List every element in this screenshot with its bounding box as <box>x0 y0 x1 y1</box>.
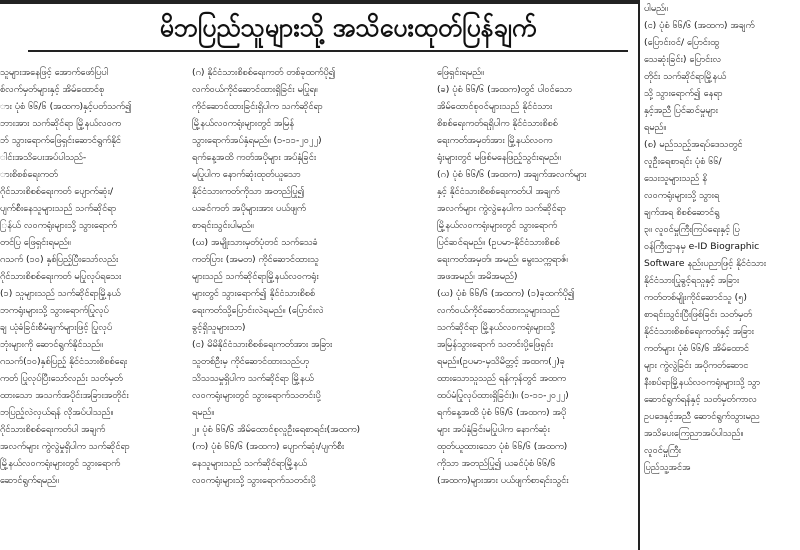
text-line: ရက်နေ့အထိ ကတ်အပိုများ အပ်နှံခြင်း <box>192 152 317 163</box>
text-line: ားစိစစ်ရေးကတ် <box>0 169 58 180</box>
text-line: သေးသူများသည် နိ <box>644 173 707 184</box>
text-line: ဥပဒေနှင့်အညီ ဆောင်ရွက်သွားမည <box>644 411 760 422</box>
text-line: ဘပြည့်လဲလှယ်ရန် လိုအပ်ပါသည်။ <box>0 407 114 418</box>
text-line: များ ကွဲလွဲခြင်း အပိုကတ်ဆောင <box>644 360 749 371</box>
text-line: ၂။ ပုံစံ ၆၆/၆ အိမ်ထောင်စုလူဦးရေစာရင်း(အထက) <box>192 424 361 435</box>
text-line: မြို့နယ်လဝကရုံးများတွင် အမြန် <box>192 118 295 129</box>
text-line: ါင်းအသိပေးအပ်ပါသည်- <box>0 152 87 163</box>
text-line: လူဝင်မှုကြီး <box>644 445 681 456</box>
text-line: သူတစ်ဦးမှ ကိုင်ဆောင်ထားသည်ဟု <box>192 356 309 367</box>
text-line: (ဃ) အမျိုးသားမှတ်ပုံတင် သက်သေခံ <box>192 237 318 248</box>
text-line: ပြည်သူ့အင်အ <box>644 462 691 473</box>
text-line: (စ) မည်သည့်အရပ်ဒေသတွင် <box>644 139 743 150</box>
text-line: တိုင်း သက်ဆိုင်ရာမြို့နယ် <box>644 71 727 82</box>
text-line: ချ ယုံခံခြင်းစီမံချက်များဖြင့် ပြုလုပ် <box>0 322 113 333</box>
text-line: ဂိုင်သားစိစစ်ရေးကတ် မပြုလုပ်ရသေး <box>0 271 122 282</box>
text-line: သို့ သွားရောက်၍ နေရာ <box>644 88 723 99</box>
text-line: ဆောင်ရွက်ရန်နှင့် သတ်မှတ်ကာလ <box>644 394 757 405</box>
text-line: ြန်ယ် လဝကရုံးများသို့ သွားရောက် <box>0 220 117 231</box>
text-line: သိသသမှုရှိပါက သက်ဆိုင်ရာ မြို့နယ် <box>192 373 314 384</box>
title-box <box>28 6 628 52</box>
text-line: များ အပ်နှံခြင်းမပြုပါက နောက်ဆုံး <box>437 424 550 435</box>
text-line: ဘကရုံးများသို့ သွားရောက်ပြုလုပ် <box>0 305 109 316</box>
text-line: မြို့နယ်လဝကရုံးများတွင် သွားရောက် <box>0 458 121 469</box>
text-line: ကတ်များ ပုံစံ ၆၆/၆ အိမ်ထောင် <box>644 343 749 354</box>
top-rule <box>0 0 640 4</box>
text-line: (င) မိမိနိုင်ငံသားစိစစ်ရေးကတ်အား အခြား <box>192 339 333 350</box>
text-line: ကိုင်ဆောင်ထားခြင်းရှိပါက သက်ဆိုင်ရာ <box>192 101 323 112</box>
text-line: လက်ဝယ်ကိုင်ဆောင်ထားသူများသည် <box>437 305 560 316</box>
text-line: ၃။ လူဝင်မှုကြီးကြပ်ရေးနှင့် ပြ <box>644 224 740 235</box>
text-line: ပျက်စီးနေသူများသည် သက်ဆိုင်ရာ <box>0 203 117 214</box>
text-line: နှင့် နိုင်ငံသားစိစစ်ရေးကတ်ပါ အချက် <box>437 186 560 197</box>
text-line: အလက်များ ကွဲလွဲနေပါက သက်ဆိုင်ရာ <box>437 203 566 214</box>
text-line: ထားသောသူသည် ရန်ကုန်တွင် အထက <box>437 373 566 384</box>
text-line: လဝကရုံးများသို့ သွားရောက်သတင်းပို့ <box>192 475 316 486</box>
text-line: တင်ပြ ဖြေရှင်းရမည်။ <box>0 237 71 248</box>
text-line: ဖြေရှင်းရမည်။ <box>437 67 484 78</box>
text-line: သွားရောက်အပ်နှံရမည်။ (၁-၁၁-၂၀၂၂) <box>192 135 322 146</box>
text-line: ထုတ်ယူထားသော ပုံစံ ၆၆/၆ (အထက) <box>437 441 568 452</box>
text-column-4-inner <box>644 0 800 476</box>
text-line: ဂိုင်သားစိစစ်ရေးကတ် ပျောက်ဆုံး/ <box>0 186 114 197</box>
text-line: (င) ပုံစံ ၆၆/၆ (အထက) အချက် <box>644 20 755 31</box>
text-line: ရေးကတ်သို့ပြောင်းလဲရမည်။ (ပြောင်းလဲ <box>192 305 324 316</box>
text-line: (ဂ) ပုံစံ ၆၆/၆ (အထက) အချက်အလက်များ <box>437 169 587 180</box>
text-line: ရေးကတ်အမှတ်၊ အမည်၊ မွေးသက္ကရာဇ်၊ <box>437 254 568 265</box>
text-line: (ပြောင်းဝင်/ ပြောင်းထွ <box>644 37 720 48</box>
text-line: များတွင် သွားရောက်၍ နိုင်ငံသားစိစစ် <box>192 288 316 299</box>
text-line: ရေးကတ်အမှတ်အား မြို့နယ်လဝက <box>437 135 553 146</box>
text-line: ပါမည်။ <box>644 3 668 14</box>
text-line: မပြုပါက နောက်ဆုံးထုတ်ယူသော <box>192 169 301 180</box>
text-line: ရက်နေ့အထိ ပုံစံ ၆၆/၆ (အထက) အပို <box>437 407 567 418</box>
text-line: စ်လက်မှတ်များနှင့် အိမ်ထောင်စု <box>0 84 105 95</box>
text-column-3 <box>437 64 634 550</box>
text-line: စိစစ်ရေးကတ်ရရှိပါက နိုင်ငံသားစိစစ် <box>437 118 558 129</box>
text-line: မြို့နယ်လဝကရုံးများတွင် သွားရောက် <box>437 220 558 231</box>
text-line: ကိုသာ အတည်ပြု၍ ယခင်ပုံစံ ၆၆/၆ <box>437 458 556 469</box>
text-line: (ဂ) နိုင်ငံသားစိစစ်ရေးကတ် တစ်ခုထက်ပို၍ <box>192 67 336 78</box>
text-line: (ခ) ပုံစံ ၆၆/၆ (အထက)တွင် ပါဝင်သော <box>437 84 572 95</box>
text-line: ဂသက်(၁၀)နှစ်ပြည့် နိုင်ငံသားစိစစ်ရေး <box>0 356 128 367</box>
text-line: သေဆုံးခြင်း) ပြောင်းလ <box>644 54 722 65</box>
text-line: ခွင့်ရှိသူများသာ) <box>192 322 246 333</box>
text-line: (ဃ) ပုံစံ ၆၆/၆ (အထက) (၁)ခုထက်ပို၍ <box>437 288 575 299</box>
text-line: (က) ပုံစံ ၆၆/၆ (အထက) ပျောက်ဆုံး/ပျက်စီး <box>192 441 345 452</box>
text-line: ဘားအား သက်ဆိုင်ရာ မြို့နယ်လဝက <box>0 118 121 129</box>
text-line: အသိပေးကြေညာအပ်ပါသည်။ <box>644 428 744 439</box>
text-line: ဝန်ကြီးဌာနမှ e-ID Biographic <box>644 241 760 252</box>
text-line: ရုံးများတွင် မဖြစ်မနေဖြည့်သွင်းရမည်။ <box>437 152 561 163</box>
text-line: ရမည်။ <box>644 122 667 133</box>
text-line: နီးစပ်ရာမြို့နယ်လဝကရုံးများသို့ သွာ <box>644 377 761 388</box>
text-line: များသည် သက်ဆိုင်ရာမြို့နယ်လဝကရုံး <box>192 271 319 282</box>
text-line: ကတ် ပြုလုပ်ပြီးသော်လည်း သတ်မှတ် <box>0 373 123 384</box>
text-line: စာရင်းသွင်းပါမည်။ <box>192 220 254 231</box>
text-line: သက်ဆိုင်ရာ မြို့နယ်လဝကရုံးများသို့ <box>437 322 555 333</box>
text-line: လဝကရုံးများတွင် သွားရောက်သတင်းပို့ <box>192 390 321 401</box>
text-line: ဘ် သွားရောက်ဖြေရှင်းဆောင်ရွက်နိုင် <box>0 135 121 146</box>
text-line: ကတ်တစ်မျိုးကိုင်ဆောင်သူ (၅) <box>644 292 748 303</box>
text-line: ဂသက် (၁၀) နှစ်ပြည့်ပြီးသော်လည်း <box>0 254 119 265</box>
text-line: (အထက)များအား ပယ်ဖျက်စာရင်းသွင်း <box>437 475 569 486</box>
text-line: ပြင်ဆင်ရမည်။ (ဥပမာ-နိုင်ငံသားစိစစ် <box>437 237 560 248</box>
text-line: အဖအမည်၊ အမိအမည်) <box>437 271 518 282</box>
text-line: ဆောင်ရွက်ရမည်။ <box>0 475 59 486</box>
text-line: (၁) သူများသည် သက်ဆိုင်ရာမြို့နယ် <box>0 288 121 299</box>
text-line: အမြန်သွားရောက် သတင်းပို့ဖြေရှင်း <box>437 339 554 350</box>
text-line: ချက်အရ စိစစ်ဆောင်ရွ <box>644 207 720 218</box>
text-line: ား ပုံစံ ၆၆/၆ (အထက)နှင့်ပတ်သက်၍ <box>0 101 132 112</box>
text-line: စာရင်းသွင်းပြီးဖြစ်ခြင်း သတ်မှတ် <box>644 309 753 320</box>
text-line: ဘုံးများကို ဆောင်ရွက်နိုင်သည်။ <box>0 339 103 350</box>
text-line: ဂိုင်သားစိစစ်ရေးကတ်ပါ အချက် <box>0 424 106 435</box>
text-line: နှင့်အညီ ပြင်ဆင်မှုများ <box>644 105 719 116</box>
text-column-4 <box>638 0 800 550</box>
text-line: ထားသော အသက်အပိုင်းအခြားအတိုင်း <box>0 390 129 401</box>
text-line: အိမ်ထောင်စုဝင်များသည် နိုင်ငံသား <box>437 101 553 112</box>
text-line: သူများအနေဖြင့် အောက်ဖော်ပြပါ <box>0 67 109 78</box>
text-column-1 <box>0 64 182 550</box>
text-line: လဝကရုံးများသို့ သွားရ <box>644 190 720 201</box>
text-line: လူဦးရေစာရင်း ပုံစံ ၆၆/ <box>644 156 722 167</box>
text-line: ရမည်။(ဥပမာ-မှသိမိတ္တင့် အထက(၂)ခု <box>437 356 565 367</box>
text-line: ယခင်ကတ် အပိုများအား ပယ်ဖျက် <box>192 203 306 214</box>
text-line: နေသူများသည် သက်ဆိုင်ရာမြို့နယ် <box>192 458 307 469</box>
text-line: လက်ဝယ်ကိုင်ဆောင်ထားရှိခြင်း မပြုရ။ <box>192 84 318 95</box>
page-title: မိဘပြည်သူများသို့ အသိပေးထုတ်ပြန်ချက် <box>159 13 537 42</box>
text-line: ထပ်မံပြုလုပ်ထားရှိခြင်း)။ (၁-၁၁-၂၀၂၂) <box>437 390 569 401</box>
text-line: နိုင်ငံသားစိစစ်ရေးကတ်နှင့် အခြား <box>644 326 754 337</box>
text-line: နိုင်ငံသားကတ်ကိုသာ အတည်ပြု၍ <box>192 186 305 197</box>
text-line: ရမည်။ <box>192 407 215 418</box>
text-line: ကတ်ပြား (အမတ) ကိုင်ဆောင်ထားသူ <box>192 254 319 265</box>
text-line: အလက်များ ကွဲလွဲမှုရှိပါက သက်ဆိုင်ရာ <box>0 441 130 452</box>
text-line: နိုင်ငံသားပြုခွင့်ရသူနှင့် အခြား <box>644 275 740 286</box>
text-column-2 <box>192 64 430 550</box>
text-line: Software နည်းပညာဖြင့် နိုင်ငံသား <box>644 258 767 269</box>
